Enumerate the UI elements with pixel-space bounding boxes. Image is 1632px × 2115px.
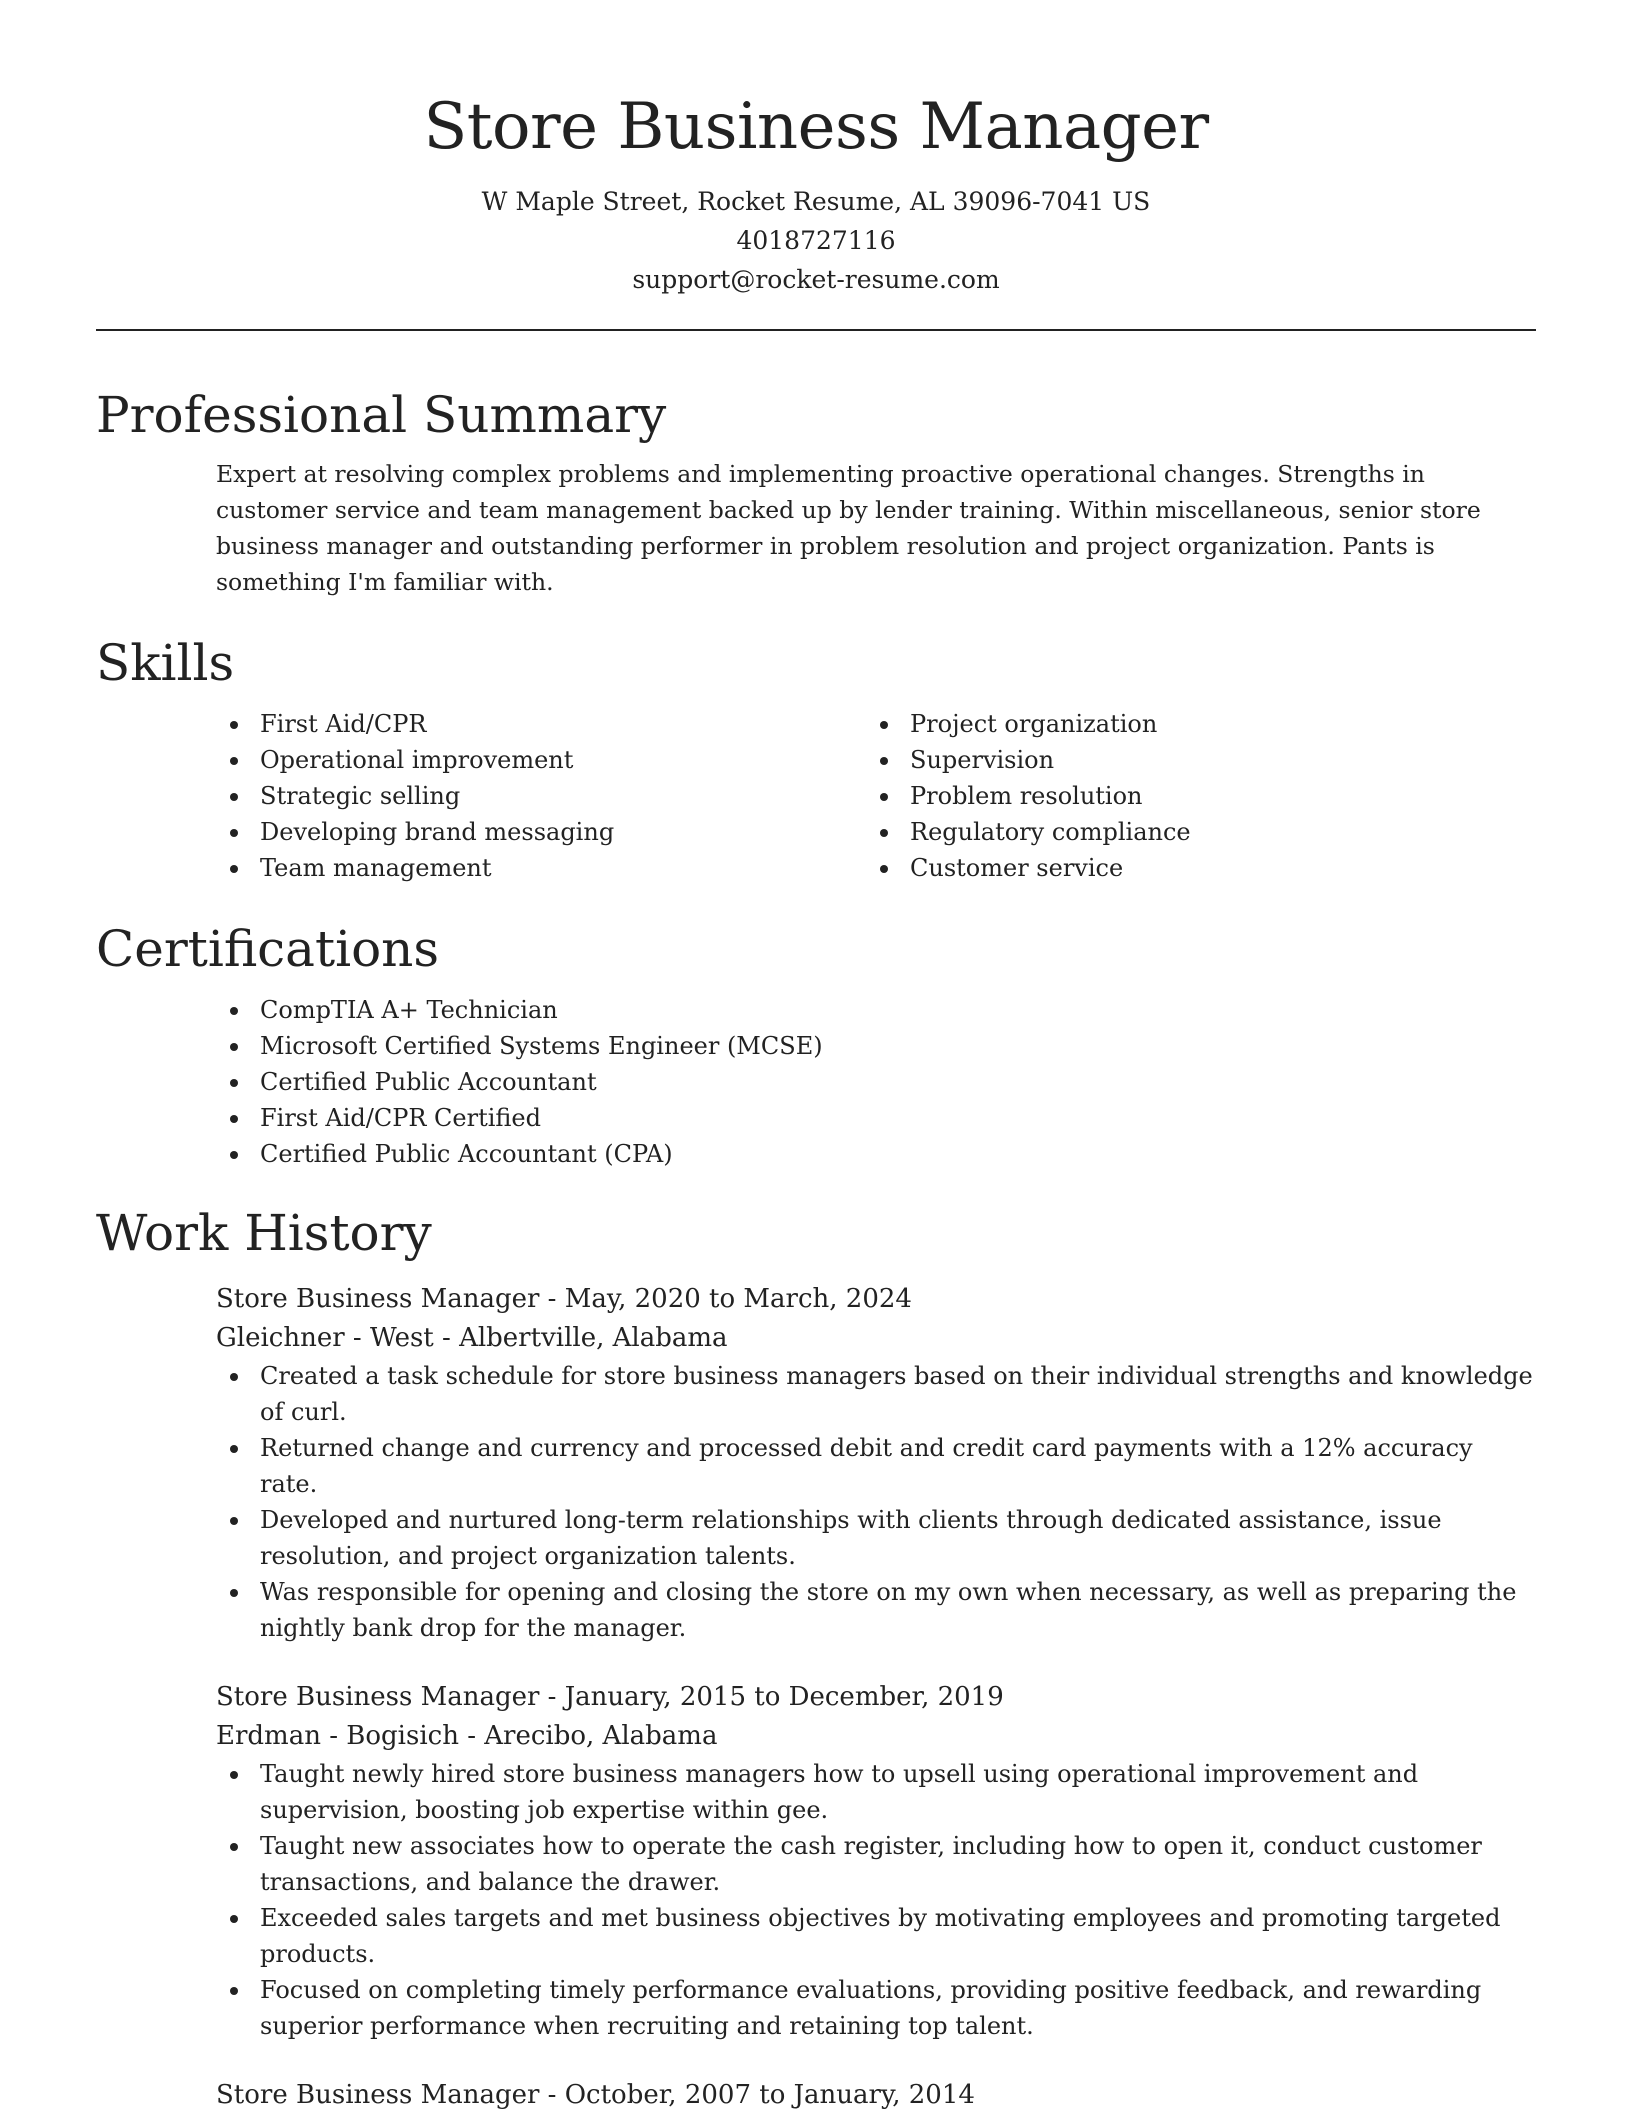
skills-title: Skills [96,634,235,692]
certification-item: CompTIA A+ Technician [260,992,1536,1028]
skill-item: Regulatory compliance [910,814,1510,850]
job-duty-item: Taught new associates how to operate the cash register, including how to open it, conduct customer transactions, and balance the drawer. [260,1828,1536,1900]
certification-item: Certified Public Accountant (CPA) [260,1136,1536,1172]
job-duty-item: Was responsible for opening and closing the store on my own when necessary, as well as preparing the nightly bank drop for the manager. [260,1574,1536,1646]
header-divider [96,329,1536,331]
skill-item: First Aid/CPR [260,706,746,742]
job-duty-item: Created a task schedule for store business managers based on their individual strengths and knowledge of curl. [260,1358,1536,1430]
certifications-section [96,914,1536,1172]
job-duties-list [96,1756,1536,2044]
job-duty-item: Focused on completing timely performance evaluations, providing positive feedback, and rewarding superior performance when recruiting and retaining top talent. [260,1972,1536,2044]
skill-item: Strategic selling [260,778,746,814]
job-company-location: Erdman - Bogisich - Arecibo, Alabama [216,1721,718,1751]
certification-item: First Aid/CPR Certified [260,1100,1536,1136]
job-entry [96,2076,1536,2115]
certifications-list [96,992,1536,1172]
job-role-dates: Store Business Manager - January, 2015 to December, 2019 [216,1682,1004,1712]
certification-item: Certified Public Accountant [260,1064,1536,1100]
resume-page [96,0,1536,2110]
summary-title: Professional Summary [96,386,667,444]
candidate-name: Store Business Manager [423,90,1209,164]
job-duty-item: Exceeded sales targets and met business objectives by motivating employees and promoting targeted products. [260,1900,1536,1972]
skill-item: Team management [260,850,746,886]
contact-info [96,182,1536,299]
skills-columns [96,706,1536,886]
job-role-dates: Store Business Manager - May, 2020 to March, 2024 [216,1284,912,1314]
job-duties-list [96,1358,1536,1646]
work-history-title: Work History [96,1204,432,1262]
skills-list-left [96,706,746,886]
job-role-dates: Store Business Manager - October, 2007 to January, 2014 [216,2080,975,2110]
summary-text: Expert at resolving complex problems and implementing proactive operational changes. Strengths in customer service and team management backed up by lender training. Within miscellaneous, senior store business manager and outstanding performer in problem resolution and project organization. Pants is something I'm familiar with. [216,460,1481,596]
skills-list-right [746,706,1510,886]
job-entry [96,1678,1536,2044]
certification-item: Microsoft Certified Systems Engineer (MCSE) [260,1028,1536,1064]
job-duty-item: Taught newly hired store business managers how to upsell using operational improvement and supervision, boosting job expertise within gee. [260,1756,1536,1828]
resume-header [96,0,1536,331]
skills-section [96,628,1536,886]
skill-item: Developing brand messaging [260,814,746,850]
skill-item: Operational improvement [260,742,746,778]
job-entry [96,1280,1536,1646]
contact-address: W Maple Street, Rocket Resume, AL 39096-7041 US [481,187,1151,216]
summary-section [96,380,1536,600]
skill-item: Supervision [910,742,1510,778]
contact-phone: 4018727116 [736,226,896,255]
job-company-location: Gleichner - West - Albertville, Alabama [216,1323,728,1353]
job-duty-item: Returned change and currency and processed debit and credit card payments with a 12% accuracy rate. [260,1430,1536,1502]
contact-email: support@rocket-resume.com [632,265,1000,294]
skill-item: Project organization [910,706,1510,742]
skill-item: Problem resolution [910,778,1510,814]
skill-item: Customer service [910,850,1510,886]
work-history-section [96,1198,1536,2115]
job-duty-item: Developed and nurtured long-term relationships with clients through dedicated assistance, issue resolution, and project organization talents. [260,1502,1536,1574]
certifications-title: Certifications [96,920,440,978]
